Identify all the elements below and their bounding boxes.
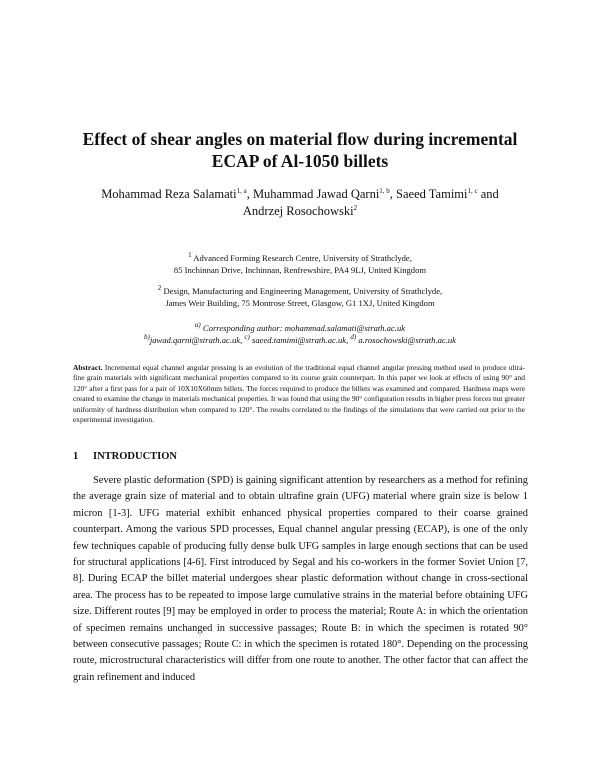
affiliation-line: James Weir Building, 75 Montrose Street, Glasgow, G1 1XJ, United Kingdom	[165, 298, 435, 308]
section-number: 1	[73, 451, 79, 462]
title-line-1: Effect of shear angles on material flow during incremental	[82, 129, 518, 149]
section-title: INTRODUCTION	[93, 451, 178, 462]
author-affiliation-mark: 1, b	[379, 186, 390, 195]
affiliation-line: 85 Inchinnan Drive, Inchinnan, Renfrewshire, PA4 9LJ, United Kingdom	[173, 265, 427, 275]
author-affiliation-mark: 2	[353, 203, 358, 212]
email-mark: b)	[144, 333, 150, 342]
email-mark: d)	[350, 333, 357, 342]
author-name: Andrzej Rosochowski	[242, 204, 354, 218]
paper-title	[60, 128, 540, 172]
title-line-2: ECAP of Al-1050 billets	[211, 151, 389, 171]
author-list	[60, 186, 540, 220]
author-email[interactable]: a.rosochowski@strath.ac.uk	[358, 335, 456, 345]
author-separator: ,	[389, 187, 397, 201]
author-separator: ,	[246, 187, 253, 201]
affiliation-line: Design, Manufacturing and Engineering Management, University of Strathclyde,	[163, 286, 443, 296]
author-email[interactable]: saeed.tamimi@strath.ac.uk,	[252, 335, 349, 345]
affiliation-line: Advanced Forming Research Centre, University of Strathclyde,	[193, 253, 412, 263]
corresponding-author-email[interactable]: Corresponding author: mohammad.salamati@strath.ac.uk	[202, 323, 406, 333]
section-heading	[73, 451, 177, 462]
affiliation-mark: 1	[188, 251, 192, 260]
author-name: Mohammad Reza Salamati	[101, 187, 237, 201]
affiliation-1	[80, 252, 520, 276]
abstract-text: Incremental equal channel angular pressing is an evolution of the traditional equal channel angular pressing method used to produce ultra-fine grain materials with significant mechanical properties compared to its course grain counterpart. In this paper we look at effects of using 90° and 120° after a first pass for a pair of 10X10X60mm billets. The forces required to produce the billets was examined and compared. Hardness maps were created to examine the change in materials mechanical properties. It was found that using the 90° configuration results in higher press forces nut greater uniformity of hardness distribution when compared to 120°. The results correlated to the findings of the simulations that were carried out prior to the experimental investigation.	[73, 363, 526, 425]
author-affiliation-mark: 1, a	[236, 186, 247, 195]
author-separator: and	[477, 187, 499, 201]
author-affiliation-mark: 1, c	[467, 186, 478, 195]
email-mark: c)	[244, 333, 250, 342]
affiliation-2	[80, 285, 520, 309]
abstract-label: Abstract.	[73, 363, 103, 372]
author-email[interactable]: jawad.qarni@strath.ac.uk,	[149, 335, 243, 345]
email-block	[80, 322, 520, 346]
introduction-paragraph: Severe plastic deformation (SPD) is gaining significant attention by researchers as a method for refining the average grain size of material and to obtain ultrafine grain (UFG) material where grain size is below 1 micron [1-3]. UFG material exhibit enhanced physical properties compared to their coarse grained counterpart. Among the various SPD processes, Equal channel angular pressing (ECAP), is one of the only few techniques capable of producing fully dense bulk UFG samples in large enough sections that can be used for structural applications [4-6]. First introduced by Segal and his co-workers in the former Soviet Union [7, 8]. During ECAP the billet material undergoes shear plastic deformation without change in cross-sectional area. The process has to be repeated to impose large cumulative strains in the material before obtaining UFG size. Different routes [9] may be employed in order to process the material; Route A: in which the orientation of specimen remains unchanged in successive passages; Route B: in which the specimen is rotated 90° between consecutive passages; Route C: in which the specimen is rotated 180°. Depending on the processing route, microstructural characteristics will differ from one route to another. The other factor that can affect the grain refinement and induced	[73, 475, 528, 683]
author-name: Saeed Tamimi	[396, 187, 468, 201]
affiliation-mark: 2	[157, 284, 162, 293]
author-name: Muhammad Jawad Qarni	[252, 187, 380, 201]
abstract	[73, 363, 525, 425]
email-mark: a)	[194, 321, 201, 330]
